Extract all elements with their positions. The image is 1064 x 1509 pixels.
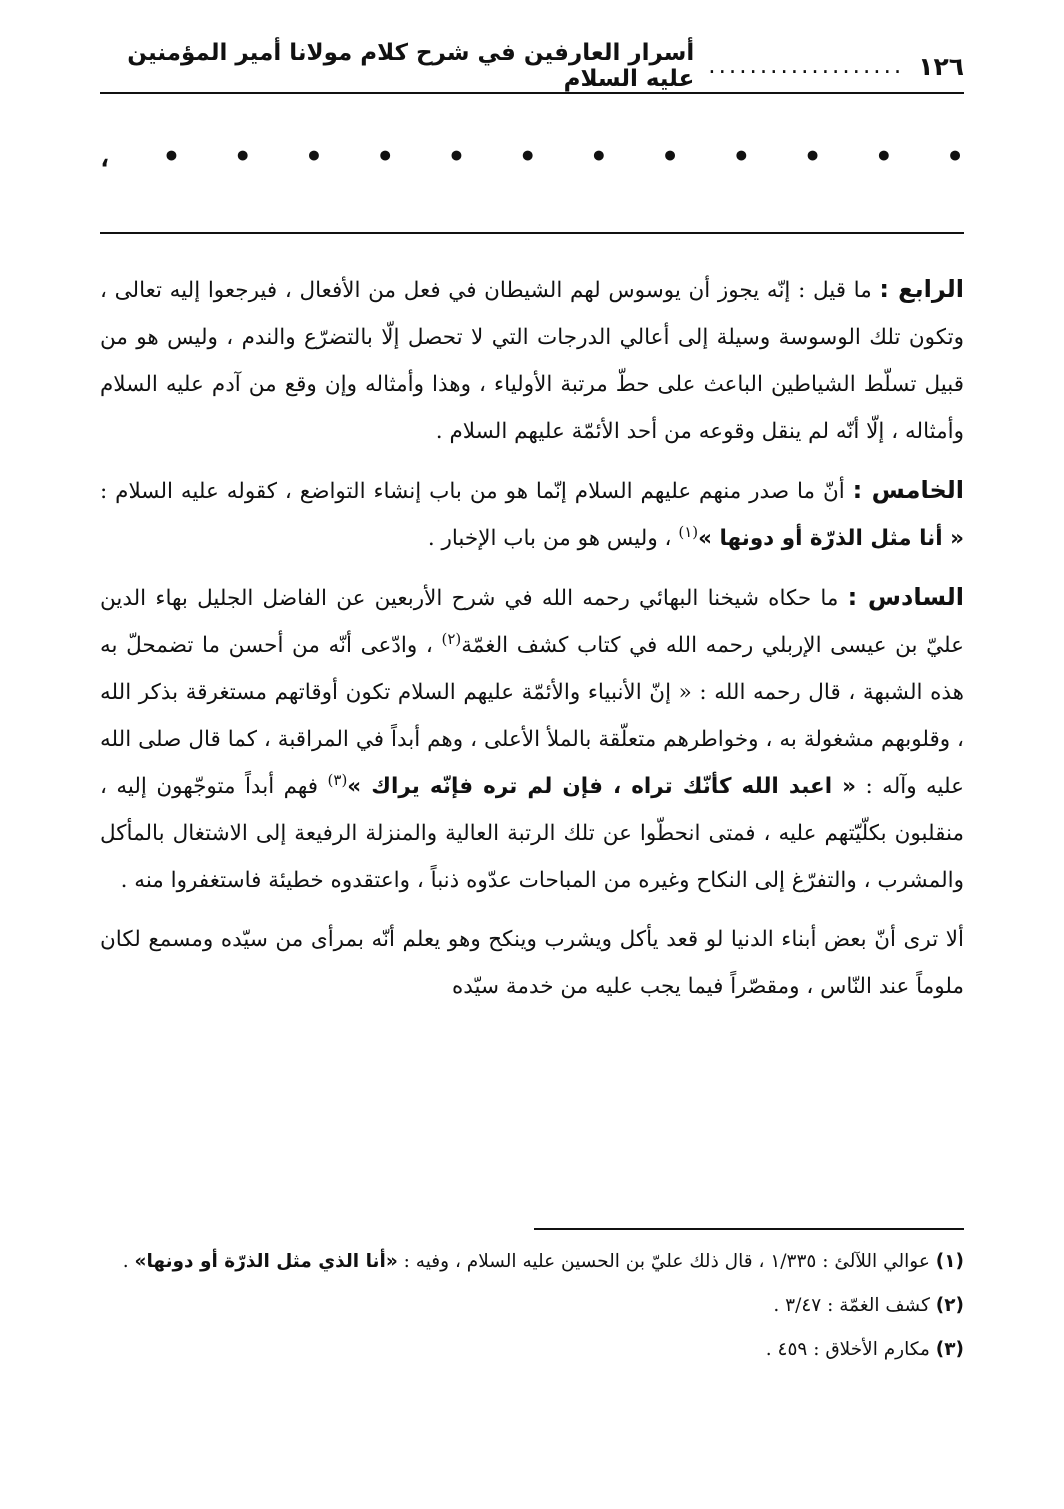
dot: • (233, 140, 252, 173)
footnote-reference[interactable]: (٢) (441, 629, 462, 648)
dot: • (803, 140, 822, 173)
footnote-text: مكارم الأخلاق : ٤٥٩ . (765, 1339, 930, 1360)
dot: • (589, 140, 608, 173)
paragraph-fourth (100, 266, 964, 455)
paragraph-sixth (100, 574, 964, 904)
paragraph-heading: الرابع : (879, 275, 964, 303)
separator-dots (100, 142, 964, 172)
footnotes (100, 1242, 964, 1374)
main-text (100, 266, 964, 1022)
footnote-1 (100, 1242, 964, 1282)
paragraph-text: ، وادّعى أنّه من أحسن ما تضمحلّ به هذه الشبهة ، قال رحمه الله : « إنّ الأنبياء والأئمّة عليهم السلام تكون أوقاتهم مستغرقة بذكر الله ، وقلوبهم مشغولة به ، وخواطرهم متعلّقة بالملأ الأعلى ، وهم أبداً في المراقبة ، كما قال صلى الله عليه وآله : (100, 633, 964, 799)
top-divider (100, 232, 964, 234)
paragraph-text: أنّ ما صدر منهم عليهم السلام إنّما هو من باب إنشاء التواضع ، كقوله عليه السلام : (100, 479, 845, 504)
page-number: ١٢٦ (918, 51, 964, 81)
dot: • (447, 140, 466, 173)
footnote-quote: «أنا الذي مثل الذرّة أو دونها» (134, 1251, 398, 1272)
paragraph-heading: الخامس : (852, 476, 964, 504)
hadith-quote: « اعبد الله كأنّك تراه ، فإن لم تره فإنّه يراك » (347, 774, 857, 799)
dot: • (304, 140, 323, 173)
paragraph-text: ألا ترى أنّ بعض أبناء الدنيا لو قعد يأكل ويشرب وينكح وهو يعلم أنّه بمرأى من سيّده ومسمع لكان ملوماً عند النّاس ، ومقصّراً فيما يجب عليه من خدمة سيّده (100, 927, 964, 999)
hadith-quote: « أنا مثل الذرّة أو دونها » (698, 526, 964, 551)
footnote-end: . (122, 1251, 129, 1272)
running-header (100, 40, 964, 94)
dot: • (946, 140, 964, 173)
footnote-number: (٢) (935, 1295, 964, 1316)
footnote-reference[interactable]: (١) (678, 522, 699, 541)
dot: • (732, 140, 751, 173)
footnote-3 (100, 1330, 964, 1370)
footnote-2 (100, 1286, 964, 1326)
paragraph-text: فهم أبداً متوجّهون إليه ، منقلبون بكلّيّتهم عليه ، فمتى انحطّوا عن تلك الرتبة العالية والمنزلة الرفيعة إلى الاشتغال بالمأكل والمشرب ، والتفرّغ إلى النكاح وغيره من المباحات عدّوه ذنباً ، واعتقدوه خطيئة فاستغفروا منه . (100, 774, 964, 893)
dot: • (376, 140, 395, 173)
footnote-text: عوالي اللآلئ : ١/٣٣٥ ، قال ذلك عليّ بن الحسين عليه السلام ، وفيه : (403, 1251, 930, 1272)
running-title: أسرار العارفين في شرح كلام مولانا أمير المؤمنين عليه السلام (127, 40, 695, 92)
footnote-number: (١) (935, 1251, 964, 1272)
paragraph-text: ، وليس هو من باب الإخبار . (427, 526, 672, 551)
footnote-reference[interactable]: (٣) (327, 770, 348, 789)
paragraph-heading: السادس : (847, 583, 964, 611)
paragraph-text: ما قيل : إنّه يجوز أن يوسوس لهم الشيطان في فعل من الأفعال ، فيرجعوا إليه تعالى ، وتكون تلك الوسوسة وسيلة إلى أعالي الدرجات التي لا تحصل إلّا بالتضرّع والندم ، وليس هو من قبيل تسلّط الشياطين الباعث على حطّ مرتبة الأولياء ، وهذا وأمثاله وإن وقع من آدم عليه السلام وأمثاله ، إلّا أنّه لم ينقل وقوعه من أحد الأئمّة عليهم السلام . (100, 278, 964, 444)
header-leader-dots: ................... (708, 53, 905, 79)
footnote-text: كشف الغمّة : ٣/٤٧ . (773, 1295, 930, 1316)
paragraph-text: ما حكاه شيخنا البهائي رحمه الله في شرح الأربعين عن الفاضل الجليل بهاء الدين عليّ بن عيسى الإربلي رحمه الله في كتاب كشف الغمّة (100, 586, 964, 658)
footnote-number: (٣) (935, 1339, 964, 1360)
dot: • (518, 140, 537, 173)
dot: • (162, 140, 181, 173)
dot: • (661, 140, 680, 173)
paragraph-continuation (100, 916, 964, 1010)
paragraph-fifth (100, 467, 964, 562)
dot: • (874, 140, 893, 173)
dot: ، (100, 140, 110, 173)
footnote-divider (534, 1228, 964, 1230)
